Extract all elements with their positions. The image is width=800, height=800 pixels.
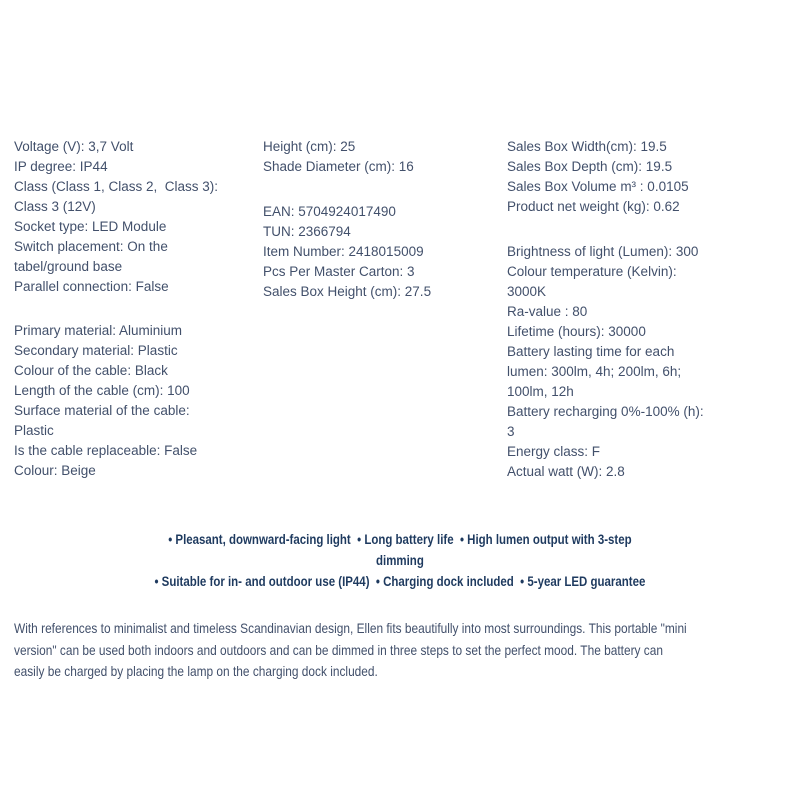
spec-line-cable-length: Length of the cable (cm): 100	[14, 383, 190, 398]
spec-line-item-number: Item Number: 2418015009	[263, 244, 424, 259]
spec-column-left	[14, 137, 259, 481]
spec-line-battery-lasting-2: lumen: 300lm, 4h; 200lm, 6h;	[507, 364, 682, 379]
spec-line-tun: TUN: 2366794	[263, 224, 351, 239]
spec-line-sales-box-depth: Sales Box Depth (cm): 19.5	[507, 159, 673, 174]
spec-line-shade-diameter: Shade Diameter (cm): 16	[263, 159, 414, 174]
spec-block-light-battery	[507, 242, 792, 482]
spec-line-switch-placement: Switch placement: On the	[14, 239, 168, 254]
spec-line-secondary-material: Secondary material: Plastic	[14, 343, 178, 358]
product-description	[14, 618, 786, 683]
spec-line-colour-temperature-cont: 3000K	[507, 284, 547, 299]
spec-line-cable-colour: Colour of the cable: Black	[14, 363, 168, 378]
spec-line-ip-degree: IP degree: IP44	[14, 159, 108, 174]
spec-block-dimensions	[263, 137, 507, 177]
spec-line-sales-box-height: Sales Box Height (cm): 27.5	[263, 284, 432, 299]
spec-line-product-net-weight: Product net weight (kg): 0.62	[507, 199, 680, 214]
feature-bullets	[0, 529, 800, 592]
description-line-2: version" can be used both indoors and outdoors and can be dimmed in three steps to set the perfect mood. The battery can	[14, 641, 663, 658]
description-line-3: easily be charged by placing the lamp on the charging dock included.	[14, 663, 378, 679]
spec-line-colour: Colour: Beige	[14, 463, 96, 478]
spec-line-energy-class: Energy class: F	[507, 444, 601, 459]
spec-line-battery-recharging: Battery recharging 0%-100% (h):	[507, 404, 704, 419]
feature-bullets-line-2: dimming	[376, 553, 424, 568]
spec-block-identifiers	[263, 202, 507, 302]
spec-line-class-cont: Class 3 (12V)	[14, 199, 96, 214]
spec-line-pcs-per-master-carton: Pcs Per Master Carton: 3	[263, 264, 415, 279]
spec-line-battery-lasting-1: Battery lasting time for each	[507, 344, 675, 359]
spec-column-middle	[263, 137, 507, 302]
spec-line-socket-type: Socket type: LED Module	[14, 219, 167, 234]
spec-block-electrical	[14, 137, 259, 297]
spec-line-height: Height (cm): 25	[263, 139, 356, 154]
spec-line-cable-replaceable: Is the cable replaceable: False	[14, 443, 198, 458]
spec-block-materials	[14, 321, 259, 481]
spec-line-class: Class (Class 1, Class 2, Class 3):	[14, 179, 219, 194]
spec-line-switch-placement-cont: tabel/ground base	[14, 259, 123, 274]
spec-line-ean: EAN: 5704924017490	[263, 204, 396, 219]
spec-line-battery-lasting-3: 100lm, 12h	[507, 384, 574, 399]
spec-line-colour-temperature: Colour temperature (Kelvin):	[507, 264, 677, 279]
feature-bullets-line-3: • Suitable for in- and outdoor use (IP44) • Charging dock included • 5-year LED guarantee	[154, 574, 646, 589]
spec-line-lifetime: Lifetime (hours): 30000	[507, 324, 646, 339]
spec-line-parallel-connection: Parallel connection: False	[14, 279, 169, 294]
spec-line-voltage: Voltage (V): 3,7 Volt	[14, 139, 134, 154]
spec-column-right	[507, 137, 792, 482]
spec-block-packaging	[507, 137, 792, 217]
spec-line-cable-surface-cont: Plastic	[14, 423, 54, 438]
spec-line-ra-value: Ra-value : 80	[507, 304, 588, 319]
spec-line-cable-surface: Surface material of the cable:	[14, 403, 190, 418]
spec-line-sales-box-volume: Sales Box Volume m³ : 0.0105	[507, 179, 689, 194]
feature-bullets-line-1: • Pleasant, downward-facing light • Long battery life • High lumen output with 3-step	[168, 532, 632, 547]
spec-line-actual-watt: Actual watt (W): 2.8	[507, 464, 625, 479]
spec-line-primary-material: Primary material: Aluminium	[14, 323, 183, 338]
spec-line-sales-box-width: Sales Box Width(cm): 19.5	[507, 139, 667, 154]
spec-line-battery-recharging-cont: 3	[507, 424, 515, 439]
spec-line-brightness: Brightness of light (Lumen): 300	[507, 244, 699, 259]
description-line-1: With references to minimalist and timeless Scandinavian design, Ellen fits beautifully into most surroundings. This portable "mini	[14, 620, 687, 636]
